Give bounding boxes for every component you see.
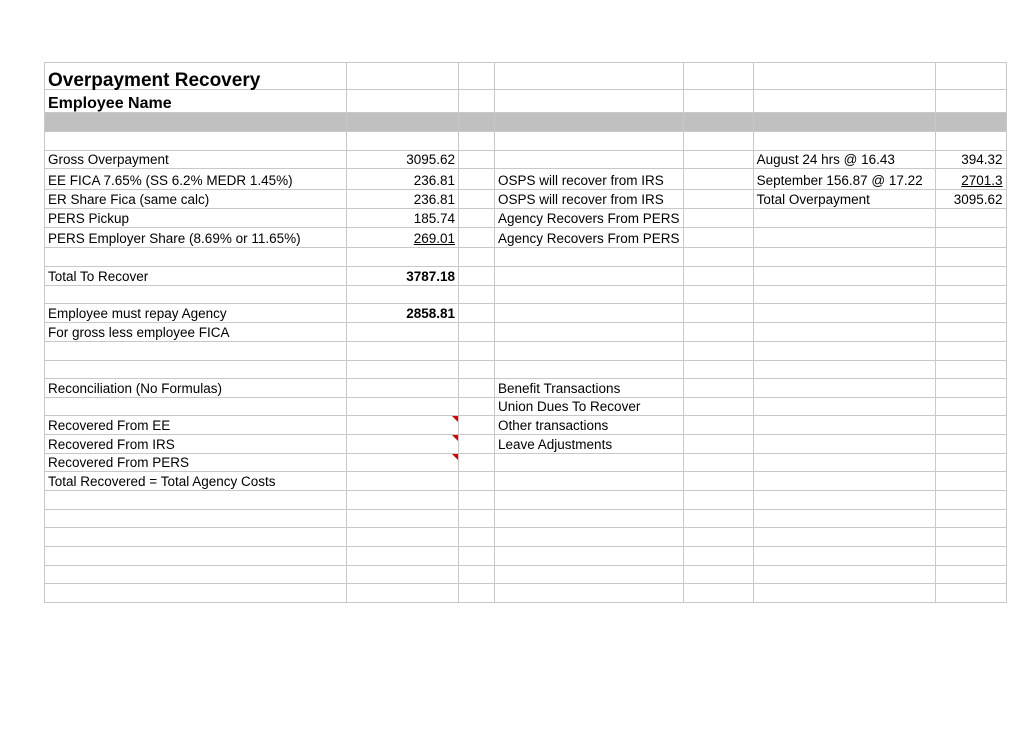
ee-fica-note[interactable]: OSPS will recover from IRS [495,169,684,190]
spreadsheet-grid [44,62,1007,603]
union-dues-label[interactable]: Union Dues To Recover [495,398,684,416]
table-row [45,379,1007,398]
august-label[interactable]: August 24 hrs @ 16.43 [753,151,935,169]
table-row [45,416,1007,435]
total-recovered-label[interactable]: Total Recovered = Total Agency Costs [45,472,347,491]
reconciliation-title[interactable]: Reconciliation (No Formulas) [45,379,347,398]
august-value[interactable]: 394.32 [935,151,1006,169]
table-row [45,169,1007,190]
comment-indicator-icon[interactable] [452,416,458,422]
table-row [45,267,1007,286]
gray-separator-row [45,113,1007,132]
table-row [45,209,1007,228]
september-value: 2701.3 [961,173,1003,188]
ee-fica-value[interactable]: 236.81 [347,169,459,190]
table-row [45,304,1007,323]
table-row [45,472,1007,491]
pers-employer-label[interactable]: PERS Employer Share (8.69% or 11.65%) [45,228,347,248]
employee-repay-label[interactable]: Employee must repay Agency [45,304,347,323]
september-label[interactable]: September 156.87 @ 17.22 [753,169,935,190]
pers-employer-note[interactable]: Agency Recovers From PERS [495,228,684,248]
table-row [45,228,1007,248]
comment-indicator-icon[interactable] [452,454,458,460]
table-row [45,151,1007,169]
ee-fica-label[interactable]: EE FICA 7.65% (SS 6.2% MEDR 1.45%) [45,169,347,190]
table-row [45,190,1007,209]
gross-overpayment-value[interactable]: 3095.62 [347,151,459,169]
pers-pickup-value[interactable]: 185.74 [347,209,459,228]
employee-name-label[interactable]: Employee Name [45,90,347,113]
leave-adjustments-label[interactable]: Leave Adjustments [495,435,684,454]
total-overpayment-value[interactable]: 3095.62 [935,190,1006,209]
table-row [45,435,1007,454]
pers-pickup-label[interactable]: PERS Pickup [45,209,347,228]
er-fica-label[interactable]: ER Share Fica (same calc) [45,190,347,209]
er-fica-value[interactable]: 236.81 [347,190,459,209]
pers-pickup-note[interactable]: Agency Recovers From PERS [495,209,684,228]
table-row [45,323,1007,342]
comment-indicator-icon[interactable] [452,435,458,441]
gross-overpayment-label[interactable]: Gross Overpayment [45,151,347,169]
pers-employer-value: 269.01 [413,231,455,246]
employee-repay-value[interactable]: 2858.81 [347,304,459,323]
total-overpayment-label[interactable]: Total Overpayment [753,190,935,209]
total-to-recover-label[interactable]: Total To Recover [45,267,347,286]
gross-less-fica-label[interactable]: For gross less employee FICA [45,323,347,342]
table-row [45,454,1007,472]
table-row [45,398,1007,416]
benefit-transactions-label[interactable]: Benefit Transactions [495,379,684,398]
recovered-irs-label[interactable]: Recovered From IRS [45,435,347,454]
sheet-title[interactable]: Overpayment Recovery [45,63,347,90]
recovered-ee-label[interactable]: Recovered From EE [45,416,347,435]
total-to-recover-value[interactable]: 3787.18 [347,267,459,286]
er-fica-note[interactable]: OSPS will recover from IRS [495,190,684,209]
other-transactions-label[interactable]: Other transactions [495,416,684,435]
recovered-pers-label[interactable]: Recovered From PERS [45,454,347,472]
